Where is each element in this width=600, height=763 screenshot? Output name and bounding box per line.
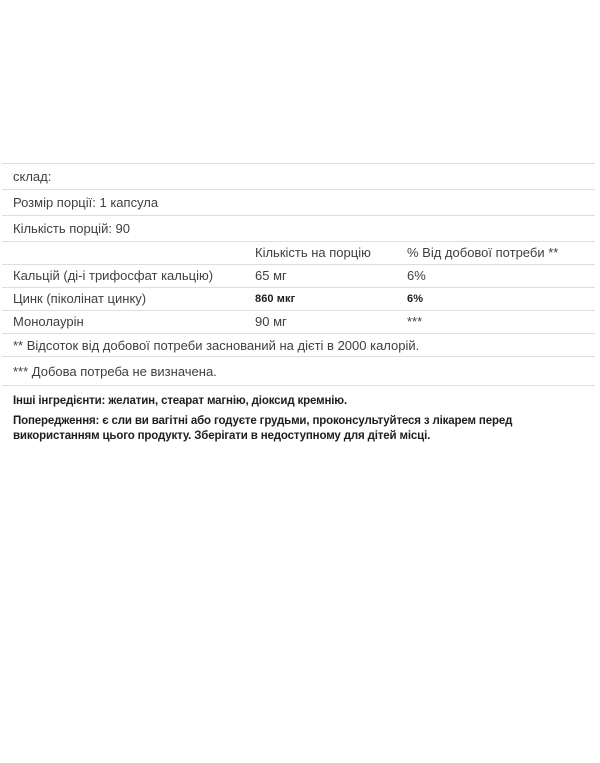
table-row (2, 287, 595, 310)
column-header-amount: Кількість на порцію (255, 245, 371, 260)
ingredient-daily-value: *** (407, 314, 423, 329)
servings-per-container-row (2, 215, 595, 241)
ingredient-amount: 90 мг (255, 314, 287, 329)
footnote (2, 333, 595, 356)
ingredient-daily-value: 6% (407, 268, 426, 283)
composition-label: склад: (13, 169, 52, 184)
ingredient-amount: 65 мг (255, 268, 287, 283)
servings-per-container-text: Кількість порцій: 90 (13, 221, 131, 236)
footnote (2, 356, 595, 385)
warning-text: Попередження: є сли ви вагітні або годуєте грудьми, проконсультуйтеся з лікарем перед використанням цього продукту. Зберігати в недоступному для дітей місці. (13, 414, 513, 442)
ingredient-name: Кальцій (ді-і трифосфат кальцію) (13, 268, 214, 283)
table-header-row (2, 241, 595, 264)
ingredient-name: Монолаурін (13, 314, 84, 329)
notes-block (13, 394, 584, 445)
other-ingredients-text: Інші інгредієнти: желатин, стеарат магнію, діоксид кремнію. (13, 395, 348, 407)
ingredient-daily-value: 6% (407, 293, 424, 305)
divider (2, 385, 595, 386)
table-row (2, 310, 595, 333)
ingredient-name: Цинк (піколінат цинку) (13, 291, 147, 306)
column-header-daily-value: % Від добової потреби ** (407, 245, 559, 260)
table-row (2, 264, 595, 287)
composition-row (2, 163, 595, 189)
serving-size-row (2, 189, 595, 215)
ingredient-amount: 860 мкг (255, 293, 296, 305)
supplement-facts-label (2, 163, 595, 445)
serving-size-text: Розмір порції: 1 капсула (13, 195, 159, 210)
footnote-daily-value-basis: ** Відсоток від добової потреби заснований на дієті в 2000 калорій. (13, 337, 420, 353)
footnote-dv-not-established: *** Добова потреба не визначена. (13, 363, 217, 379)
